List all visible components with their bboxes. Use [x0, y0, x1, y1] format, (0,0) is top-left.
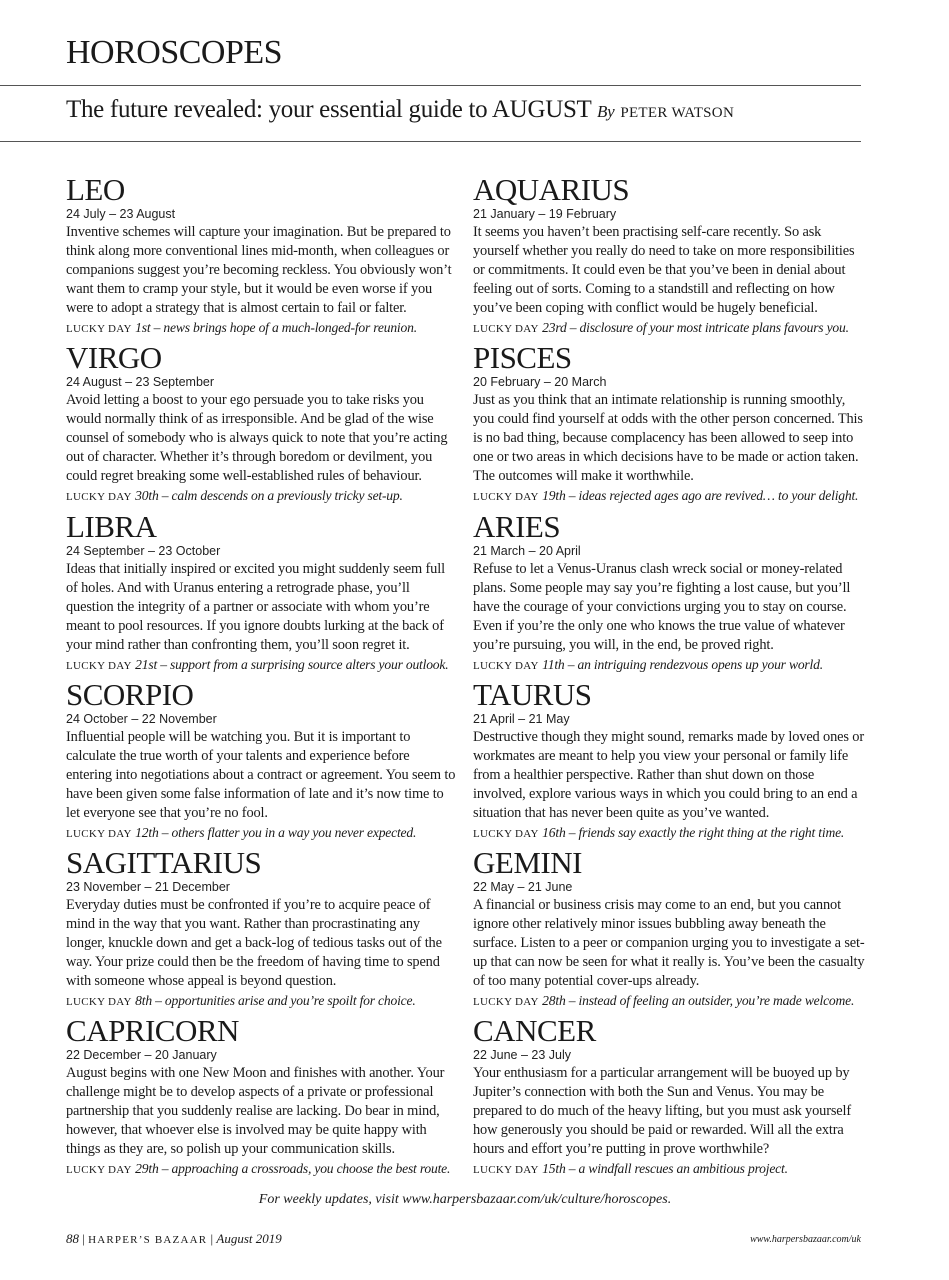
sign-name: LIBRA: [66, 510, 157, 544]
lucky-day: [66, 655, 458, 676]
magazine-name: HARPER’S BAZAAR: [88, 1234, 208, 1246]
sign-text: Inventive schemes will capture your imagination. But be prepared to think along more conventional lines mid-month, when colleagues or companions suggest you’re becoming reckless. You obviously won’t want them to cramp your style, but it would be even worse if you were to adopt a strategy that is almost certain to fail or falter.: [66, 224, 452, 316]
lucky-day-label: LUCKY DAY: [66, 827, 132, 840]
lucky-day-text: 30th – calm descends on a previously tricky set-up.: [135, 488, 403, 504]
sign-dates: 22 June – 23 July: [473, 1048, 571, 1063]
lucky-day-label: LUCKY DAY: [66, 323, 132, 335]
page-subtitle: [66, 96, 734, 124]
sign-dates: 21 January – 19 February: [473, 207, 617, 221]
top-divider: [0, 85, 861, 86]
sign-aquarius: [473, 174, 865, 342]
sign-name: CAPRICORN: [66, 1015, 239, 1049]
lucky-day-text: 23rd – disclosure of your most intricate plans favours you.: [542, 320, 849, 335]
sign-dates: 20 February – 20 March: [473, 375, 607, 390]
lucky-day-text: 12th – others flatter you in a way you never expected.: [135, 824, 417, 840]
sign-dates: 21 March – 20 April: [473, 543, 581, 558]
sign-text: A financial or business crisis may come to an end, but you cannot ignore other relatively minor issues bubbling away beneath the surface. Listen to a peer or companion urging you to investigate a set-up that can now be seen for what it really is. You’ve been the casualty of too many potential cover-ups already.: [473, 897, 865, 990]
lucky-day-label: LUCKY DAY: [473, 996, 539, 1009]
sign-name: SAGITTARIUS: [66, 847, 262, 881]
lucky-day: [66, 991, 458, 1012]
subtitle-text: The future revealed: your essential guide to AUGUST: [66, 96, 592, 123]
sign-dates: 23 November – 21 December: [66, 880, 230, 895]
sign-text: Everyday duties must be confronted if you’re to acquire peace of mind in the way that you want. Rather than procrastinating any longer, knuckle down and get a back-log of tedious tasks out of the way. Your prize could then be the freedom of having time to spend with someone whose appeal is beyond question.: [66, 897, 442, 990]
sign-dates: 24 September – 23 October: [66, 543, 221, 558]
sign-sagittarius: [66, 847, 458, 1015]
lucky-day-text: 29th – approaching a crossroads, you choose the best route.: [135, 1161, 451, 1177]
section-title: HOROSCOPES: [66, 34, 283, 71]
sign-aries: [473, 511, 865, 679]
website-url: www.harpersbazaar.com/uk: [750, 1234, 861, 1245]
lucky-day: [473, 991, 865, 1012]
sign-virgo: [66, 342, 458, 510]
lucky-day-label: LUCKY DAY: [473, 491, 539, 504]
sign-leo: [66, 174, 458, 342]
lucky-day: [473, 486, 865, 507]
lucky-day-text: 19th – ideas rejected ages ago are revived… to your delight.: [542, 488, 859, 504]
sign-dates: 21 April – 21 May: [473, 711, 570, 726]
sign-gemini: [473, 847, 865, 1015]
lucky-day-text: 11th – an intriguing rendezvous opens up your world.: [542, 656, 823, 672]
page-number: 88: [66, 1231, 79, 1246]
weekly-updates-note: For weekly updates, visit www.harpersbazaar.com/uk/culture/horoscopes.: [258, 1192, 672, 1207]
lucky-day: [473, 1159, 865, 1180]
sign-dates: 24 October – 22 November: [66, 711, 217, 726]
lucky-day-text: 16th – friends say exactly the right thing at the right time.: [542, 824, 845, 840]
sign-taurus: [473, 679, 865, 847]
sign-dates: 24 July – 23 August: [66, 207, 176, 221]
right-column: [473, 174, 865, 1184]
lucky-day-label: LUCKY DAY: [473, 1164, 539, 1177]
lucky-day-label: LUCKY DAY: [473, 323, 539, 335]
lucky-day-label: LUCKY DAY: [66, 1164, 132, 1177]
lucky-day-label: LUCKY DAY: [66, 659, 132, 672]
sign-text: Refuse to let a Venus-Uranus clash wreck social or money-related plans. Some people may say you’re fighting a lost cause, but you’ll have the courage of your convictions urging you to stay on course. Even if you’re the only one who knows the true value of whatever you’re pursuing, you will, in the end, be proved right.: [473, 560, 851, 653]
lucky-day-label: LUCKY DAY: [66, 491, 132, 504]
issue-date: August 2019: [216, 1231, 282, 1246]
lucky-day: [473, 823, 865, 844]
sign-dates: 24 August – 23 September: [66, 375, 215, 390]
subtitle-divider: [0, 141, 861, 142]
sign-name: CANCER: [473, 1015, 596, 1049]
lucky-day: [66, 486, 458, 507]
sign-name: PISCES: [473, 342, 572, 376]
sign-text: Your enthusiasm for a particular arrangement will be buoyed up by Jupiter’s connection with both the Sun and Venus. You may be prepared to do much of the heavy lifting, but you must ask yourself how generously you should be paid or rewarded. Will all the extra hours and effort you’re putting in prove worthwhile?: [473, 1065, 852, 1158]
sign-name: AQUARIUS: [473, 174, 630, 207]
sign-pisces: [473, 342, 865, 510]
sign-dates: 22 December – 20 January: [66, 1048, 217, 1063]
sign-scorpio: [66, 679, 458, 847]
sign-text: It seems you haven’t been practising self-care recently. So ask yourself whether you really do need to take on more responsibilities or commitments. It could even be that you’ve been in denial about feeling out of sorts. Coming to a standstill and reflecting on how you’ve been coping with conflict would be hugely beneficial.: [473, 224, 855, 316]
sign-name: LEO: [66, 174, 125, 207]
sign-cancer: [473, 1015, 865, 1183]
author-name: PETER WATSON: [620, 105, 735, 121]
lucky-day: [66, 823, 458, 844]
sign-name: SCORPIO: [66, 678, 194, 712]
lucky-day-text: 15th – a windfall rescues an ambitious project.: [542, 1161, 788, 1177]
lucky-day-label: LUCKY DAY: [473, 659, 539, 672]
lucky-day-text: 21st – support from a surprising source alters your outlook.: [135, 656, 449, 672]
sign-name: TAURUS: [473, 678, 592, 712]
sign-name: ARIES: [473, 510, 561, 544]
sign-text: Ideas that initially inspired or excited you might suddenly seem full of holes. And with Uranus entering a retrograde phase, you’ll question the integrity of a partner or associate with whom you’re meant to pool resources. If you ignore doubts lurking at the back of your mind rather than confronting them, you’ll soon regret it.: [66, 560, 445, 653]
lucky-day-text: 28th – instead of feeling an outsider, you’re made welcome.: [542, 993, 855, 1009]
sign-text: Just as you think that an intimate relationship is running smoothly, you could find yourself at odds with the other person concerned. This is no bad thing, because complacency has been allowed to seep into one or two areas in which decisions have to be made or action taken. The outcomes will make it worthwhile.: [473, 392, 863, 485]
lucky-day: [473, 655, 865, 676]
sign-text: Avoid letting a boost to your ego persuade you to take risks you would normally think of as irresponsible. And be glad of the wise counsel of somebody who is always quick to note that you’re acting out of character. Whether it’s through boredom or devilment, you could regret breaking some well-established rules of behaviour.: [66, 392, 448, 485]
lucky-day: [473, 318, 865, 339]
byline-prefix: By: [597, 102, 615, 121]
page-folio: 88 | HARPER’S BAZAAR | August 2019: [66, 1231, 282, 1246]
lucky-day-text: 1st – news brings hope of a much-longed-for reunion.: [135, 320, 417, 335]
lucky-day-label: LUCKY DAY: [473, 827, 539, 840]
sign-name: VIRGO: [66, 342, 162, 376]
sign-capricorn: [66, 1015, 458, 1183]
sign-text: August begins with one New Moon and finishes with another. Your challenge might be to develop aspects of a private or professional partnership that you suddenly realise are lacking. Do bear in mind, however, that whoever else is involved may be quite happy with things as they are, so polish up your communication skills.: [66, 1065, 445, 1158]
sign-dates: 22 May – 21 June: [473, 880, 573, 895]
sign-name: GEMINI: [473, 847, 582, 881]
sign-libra: [66, 511, 458, 679]
lucky-day-label: LUCKY DAY: [66, 996, 132, 1009]
left-column: [66, 174, 458, 1184]
sign-text: Destructive though they might sound, remarks made by loved ones or workmates are meant to help you view your personal or family life from a healthier perspective. Rather than shut down on those involved, explore various ways in which you could bring to an end a situation that has never been quite as you’ve wanted.: [473, 728, 864, 821]
lucky-day: [66, 1159, 458, 1180]
sign-text: Influential people will be watching you. But it is important to calculate the true worth of your talents and experience before entering into negotiations about a contract or agreement. You seem to have been given some false information of late and it’s now time to let everyone see that you’re no fool.: [66, 728, 456, 821]
lucky-day-text: 8th – opportunities arise and you’re spoilt for choice.: [135, 993, 416, 1009]
lucky-day: [66, 318, 458, 339]
